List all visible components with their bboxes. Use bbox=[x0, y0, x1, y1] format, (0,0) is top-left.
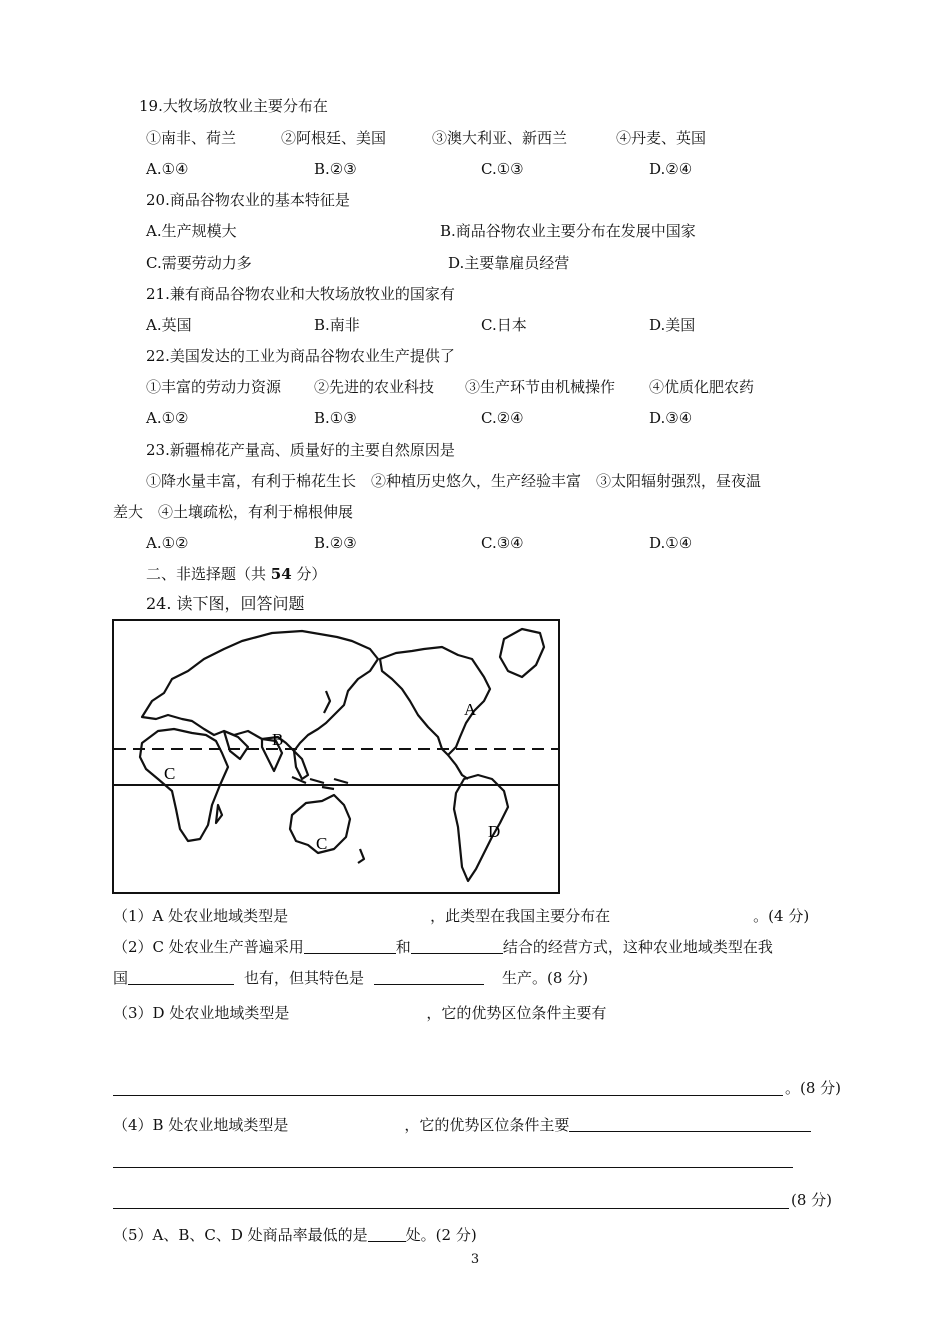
q19-item-2: ②阿根廷、美国 bbox=[281, 129, 387, 147]
q22-stem: 22.美国发达的工业为商品谷物农业生产提供了 bbox=[146, 347, 455, 365]
s3-answer-line[interactable] bbox=[113, 1095, 783, 1096]
q22-option-b: B.①③ bbox=[314, 409, 357, 427]
q23-option-d: D.①④ bbox=[649, 534, 693, 552]
s5-line: （5）A、B、C、D 处商品率最低的是 处。(2 分) bbox=[113, 1226, 477, 1244]
page-number: 3 bbox=[470, 1252, 480, 1267]
q19-item-1: ①南非、荷兰 bbox=[146, 129, 237, 147]
q23-option-a: A.①② bbox=[146, 534, 189, 552]
q23-items-line-1: ①降水量丰富，有利于棉花生长 ②种植历史悠久，生产经验丰富 ③太阳辐射强烈，昼夜温 bbox=[146, 472, 762, 490]
s5-blank[interactable] bbox=[368, 1225, 406, 1242]
q20-option-a: A.生产规模大 bbox=[146, 222, 237, 240]
s2-blank-2[interactable] bbox=[411, 937, 503, 954]
s2-blank-1[interactable] bbox=[304, 937, 396, 954]
q23-option-c: C.③④ bbox=[481, 534, 524, 552]
q22-item-3: ③生产环节由机械操作 bbox=[465, 378, 616, 396]
q23-option-b: B.②③ bbox=[314, 534, 357, 552]
q20-stem: 20.商品谷物农业的基本特征是 bbox=[146, 191, 350, 209]
q24-stem: 24. 读下图，回答问题 bbox=[146, 594, 305, 613]
q22-item-1: ①丰富的劳动力资源 bbox=[146, 378, 282, 396]
s2-blank-3[interactable] bbox=[128, 968, 234, 985]
section-2-heading: 二、非选择题（共 54 分） bbox=[146, 565, 327, 583]
s4-answer-line-2[interactable] bbox=[113, 1208, 789, 1209]
q19-stem: 19.大牧场放牧业主要分布在 bbox=[139, 97, 328, 115]
q23-items-line-2: 差大 ④土壤疏松，有利于棉根伸展 bbox=[113, 503, 354, 521]
q22-item-2: ②先进的农业科技 bbox=[314, 378, 435, 396]
q22-option-d: D.③④ bbox=[649, 409, 693, 427]
s1-line: （1）A 处农业地域类型是 ，此类型在我国主要分布在 。(4 分) bbox=[113, 907, 810, 925]
s2-line-2: 国 也有，但其特色是 生产。(8 分) bbox=[113, 969, 589, 987]
q19-item-4: ④丹麦、英国 bbox=[616, 129, 707, 147]
label-c-africa: C bbox=[164, 764, 176, 783]
q19-option-b: B.②③ bbox=[314, 160, 357, 178]
q22-item-4: ④优质化肥农药 bbox=[649, 378, 755, 396]
s2-blank-4[interactable] bbox=[374, 968, 484, 985]
label-c-australia: C bbox=[316, 834, 328, 853]
s4-score: (8 分) bbox=[791, 1191, 833, 1209]
label-a: A bbox=[464, 700, 477, 719]
q19-option-c: C.①③ bbox=[481, 160, 524, 178]
q20-option-c: C.需要劳动力多 bbox=[146, 254, 252, 272]
label-b: B bbox=[272, 730, 284, 749]
q20-option-b: B.商品谷物农业主要分布在发展中国家 bbox=[440, 222, 696, 240]
map-frame bbox=[113, 620, 559, 893]
q20-option-d: D.主要靠雇员经营 bbox=[448, 254, 570, 272]
q22-option-a: A.①② bbox=[146, 409, 189, 427]
q22-option-c: C.②④ bbox=[481, 409, 524, 427]
s4-line: （4）B 处农业地域类型是 ，它的优势区位条件主要 bbox=[113, 1115, 811, 1135]
s2-line-1: （2）C 处农业生产普遍采用 和 结合的经营方式，这种农业地域类型在我 bbox=[113, 938, 773, 956]
q19-option-d: D.②④ bbox=[649, 160, 693, 178]
q21-option-b: B.南非 bbox=[314, 316, 360, 334]
q21-option-a: A.英国 bbox=[146, 316, 192, 334]
q23-stem: 23.新疆棉花产量高、质量好的主要自然原因是 bbox=[146, 441, 455, 459]
q21-stem: 21.兼有商品谷物农业和大牧场放牧业的国家有 bbox=[146, 285, 455, 303]
s4-answer-line-1[interactable] bbox=[113, 1167, 793, 1168]
q19-item-3: ③澳大利亚、新西兰 bbox=[432, 129, 568, 147]
label-d: D bbox=[488, 822, 501, 841]
s3-score: 。(8 分) bbox=[785, 1079, 842, 1097]
s4-blank-1[interactable] bbox=[569, 1115, 811, 1132]
q21-option-d: D.美国 bbox=[649, 316, 696, 334]
q21-option-c: C.日本 bbox=[481, 316, 527, 334]
world-map bbox=[112, 619, 560, 894]
s3-line: （3）D 处农业地域类型是 ，它的优势区位条件主要有 bbox=[113, 1004, 607, 1022]
q19-option-a: A.①④ bbox=[146, 160, 189, 178]
